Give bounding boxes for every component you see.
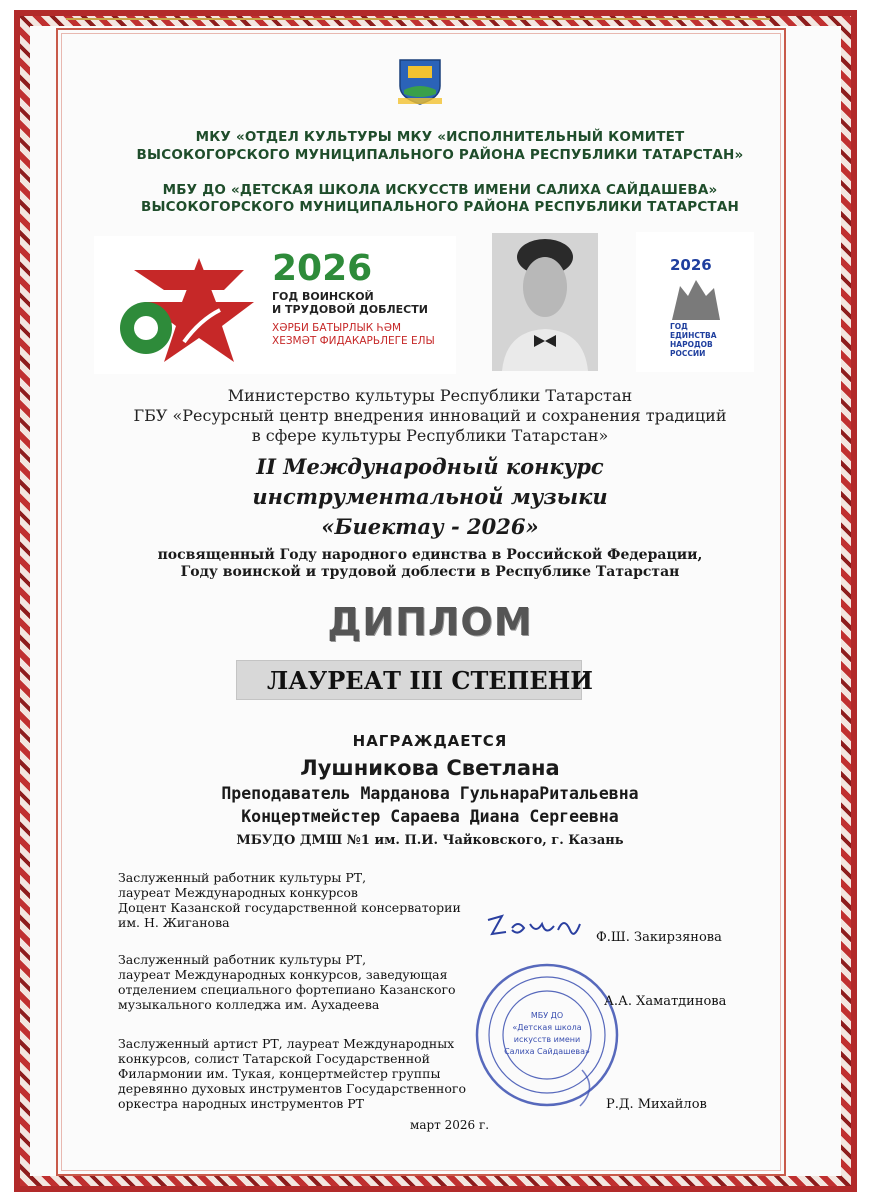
school-name: МБУДО ДМШ №1 им. П.И. Чайковского, г. Казань bbox=[236, 833, 624, 848]
contest-line2: инструментальной музыки bbox=[252, 484, 608, 509]
ministry-text: Министерство культуры Республики Татарстан bbox=[227, 386, 633, 405]
contest-line3: «Биектау - 2026» bbox=[321, 514, 539, 539]
unity-logo-year: 2026 bbox=[670, 256, 712, 274]
portrait-image bbox=[492, 233, 598, 371]
gbu-line2: в сфере культуры Республики Татарстан» bbox=[251, 426, 609, 445]
coat-of-arms-icon bbox=[394, 56, 446, 106]
unity-line3: НАРОДОВ bbox=[670, 340, 713, 349]
logo-line3: ХӘРБИ БАТЫРЛЫК ҺӘМ bbox=[272, 322, 402, 334]
awarded-label: НАГРАЖДАЕТСЯ bbox=[352, 732, 508, 750]
signature-2-name: А.А. Хаматдинова bbox=[604, 994, 727, 1009]
jury-3-line: оркестра народных инструментов РТ bbox=[118, 1096, 364, 1111]
stamp-line1: МБУ ДО bbox=[530, 1011, 564, 1020]
jury-1-credentials bbox=[118, 870, 461, 930]
jury-1-line: лауреат Международных конкурсов bbox=[118, 885, 358, 900]
jury-2-line: отделением специального фортепиано Казанского bbox=[118, 982, 456, 997]
jury-3-line: конкурсов, солист Татарской Государственной bbox=[118, 1051, 431, 1066]
signature-3-name: Р.Д. Михайлов bbox=[606, 1097, 707, 1112]
jury-3-credentials bbox=[118, 1036, 466, 1111]
monument-icon bbox=[666, 276, 724, 320]
portrait-photo bbox=[492, 233, 598, 371]
unity-line4: РОССИИ bbox=[670, 349, 706, 358]
contest-line1: II Международный конкурс bbox=[256, 454, 604, 479]
logo-line2: И ТРУДОВОЙ ДОБЛЕСТИ bbox=[272, 303, 428, 316]
stamp-line3: искусств имени bbox=[513, 1035, 581, 1044]
signature-1-name: Ф.Ш. Закирзянова bbox=[596, 930, 722, 945]
diploma-title: ДИПЛОМ bbox=[327, 600, 533, 644]
logo-year: 2026 bbox=[272, 248, 373, 289]
jury-2-line: Заслуженный работник культуры РТ, bbox=[118, 952, 367, 967]
handwritten-signature-icon bbox=[484, 910, 584, 950]
laureat-degree: ЛАУРЕАТ III СТЕПЕНИ bbox=[267, 666, 593, 695]
jury-3-line: Филармонии им. Тукая, концертмейстер группы bbox=[118, 1066, 441, 1081]
star-gear-icon bbox=[104, 250, 254, 362]
logo-line1: ГОД ВОИНСКОЙ bbox=[272, 290, 374, 303]
official-stamp bbox=[472, 960, 622, 1110]
jury-2-credentials bbox=[118, 952, 456, 1012]
jury-1-line: Заслуженный работник культуры РТ, bbox=[118, 870, 367, 885]
accompanist-name: Концертмейстер Сараева Диана Сергеевна bbox=[241, 807, 619, 826]
dedication-line2: Году воинской и трудовой доблести в Республике Татарстан bbox=[180, 564, 680, 580]
org2-line1: МБУ ДО «ДЕТСКАЯ ШКОЛА ИСКУССТВ ИМЕНИ САЛИХА САЙДАШЕВА» bbox=[162, 182, 718, 198]
date-text: март 2026 г. bbox=[410, 1118, 490, 1132]
jury-1-line: Доцент Казанской государственной консерватории bbox=[118, 900, 461, 915]
dedication-line1: посвященный Году народного единства в Российской Федерации, bbox=[157, 547, 703, 563]
stamp-line4: Салиха Сайдашева» bbox=[504, 1047, 590, 1056]
logo-line4: ХЕЗМӘТ ФИДАКАРЬЛЕГЕ ЕЛЫ bbox=[272, 335, 435, 347]
org2-line2: ВЫСОКОГОРСКОГО МУНИЦИПАЛЬНОГО РАЙОНА РЕСПУБЛИКИ ТАТАРСТАН bbox=[140, 199, 739, 215]
stamp-line2: «Детская школа bbox=[512, 1023, 582, 1032]
top-gold-line bbox=[66, 18, 770, 20]
jury-1-line: им. Н. Жиганова bbox=[118, 915, 230, 930]
jury-2-line: лауреат Международных конкурсов, заведующая bbox=[118, 967, 448, 982]
year-of-valor-logo bbox=[94, 236, 456, 374]
teacher-name: Преподаватель Марданова ГульнараРитальевна bbox=[221, 784, 639, 803]
unity-line2: ЕДИНСТВА bbox=[670, 331, 717, 340]
jury-3-line: Заслуженный артист РТ, лауреат Международных bbox=[118, 1036, 455, 1051]
org1-line2: ВЫСОКОГОРСКОГО МУНИЦИПАЛЬНОГО РАЙОНА РЕСПУБЛИКИ ТАТАРСТАН» bbox=[136, 147, 744, 163]
awardee-name: Лушникова Светлана bbox=[300, 756, 560, 780]
gbu-line1: ГБУ «Ресурсный центр внедрения инноваций и сохранения традиций bbox=[133, 406, 727, 425]
unity-line1: ГОД bbox=[670, 322, 688, 331]
org1-line1: МКУ «ОТДЕЛ КУЛЬТУРЫ МКУ «ИСПОЛНИТЕЛЬНЫЙ КОМИТЕТ bbox=[195, 129, 685, 145]
jury-2-line: музыкального колледжа им. Аухадеева bbox=[118, 997, 380, 1012]
jury-3-line: деревянно духовых инструментов Государственного bbox=[118, 1081, 466, 1096]
unity-year-logo bbox=[636, 232, 754, 372]
